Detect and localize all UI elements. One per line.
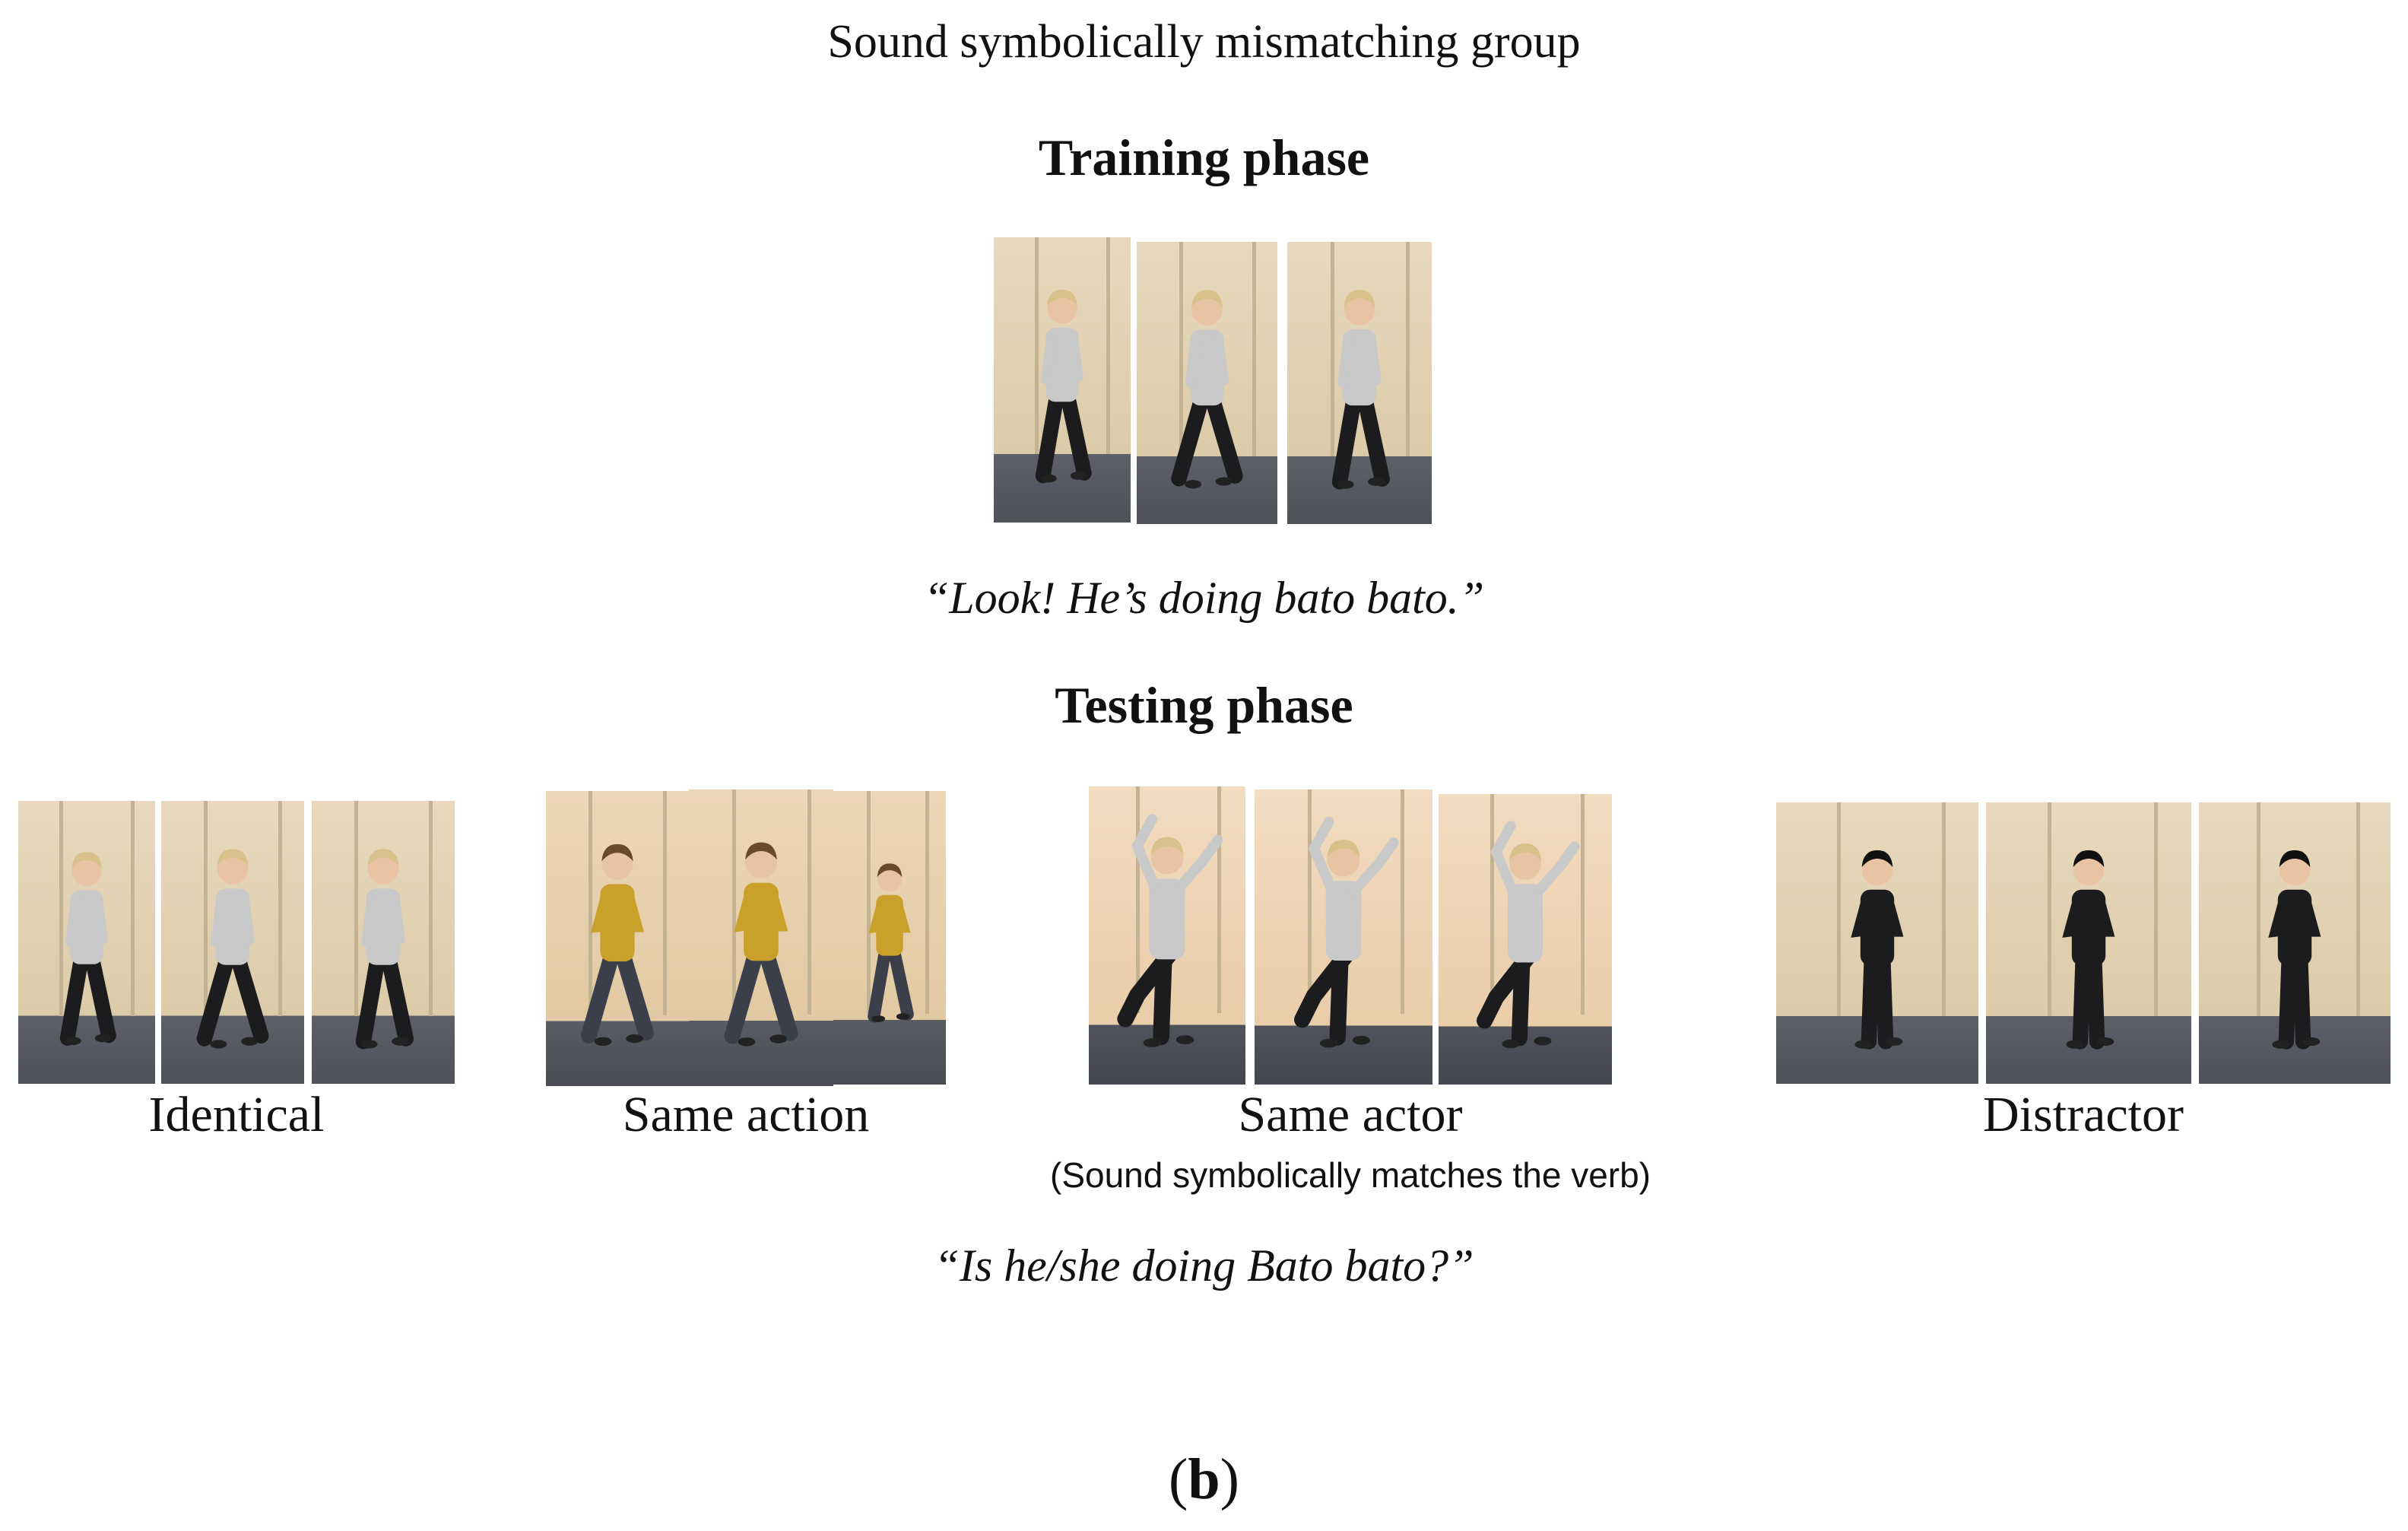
training-photo-3 [1287,242,1432,524]
training-heading: Training phase [1038,129,1370,186]
testing-heading: Testing phase [1055,676,1353,734]
identical-label: Identical [148,1087,325,1142]
testing-quote: “Is he/she doing Bato bato?” [934,1240,1474,1291]
person-figure [833,791,946,1085]
person-figure [18,801,155,1084]
person-figure [2199,802,2391,1084]
same-actor-label: Same actor [1238,1087,1463,1142]
same-actor-note: (Sound symbolically matches the verb) [1050,1155,1651,1195]
distractor-label: Distractor [1983,1087,2184,1142]
panel-label [0,1447,2408,1513]
same-action-label: Same action [622,1087,870,1142]
group-title: Sound symbolically mismatching group [827,16,1581,68]
training-photo-2 [1137,242,1277,524]
panel-label-close: ) [1220,1447,1239,1511]
same-action-photo-2 [689,789,833,1086]
distractor-photo-2 [1986,802,2191,1084]
distractor-photo-1 [1776,802,1978,1084]
identical-photo-3 [312,801,455,1084]
person-figure [546,791,689,1086]
person-figure [1255,789,1432,1085]
identical-photo-2 [161,801,304,1084]
person-figure [1776,802,1978,1084]
person-figure [1287,242,1432,524]
person-figure [1439,794,1612,1085]
same-action-photo-1 [546,791,689,1086]
panel-label-open: ( [1169,1447,1188,1511]
same-action-photo-3 [833,791,946,1085]
training-quote: “Look! He’s doing bato bato.” [923,573,1485,623]
person-figure [994,237,1131,523]
person-figure [312,801,455,1084]
person-figure [1137,242,1277,524]
same-actor-photo-1 [1089,786,1245,1085]
distractor-photo-3 [2199,802,2391,1084]
training-photo-1 [994,237,1131,523]
person-figure [161,801,304,1084]
panel-label-letter: b [1188,1447,1220,1511]
person-figure [1986,802,2191,1084]
same-actor-photo-2 [1255,789,1432,1085]
person-figure [1089,786,1245,1085]
person-figure [689,789,833,1086]
identical-photo-1 [18,801,155,1084]
same-actor-photo-3 [1439,794,1612,1085]
